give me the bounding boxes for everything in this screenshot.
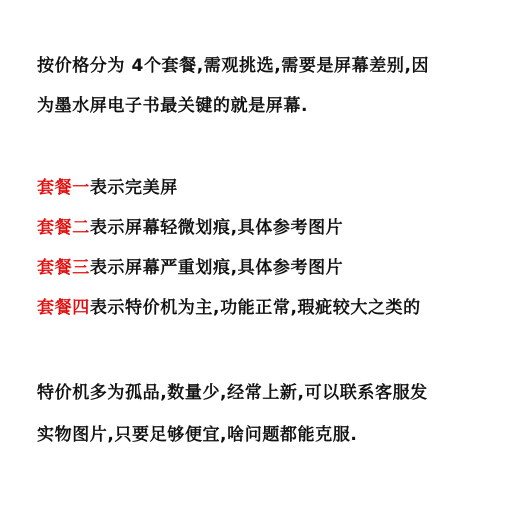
package-name: 套餐一 (37, 178, 90, 198)
package-item-2 (37, 217, 343, 239)
package-description: 表示特价机为主,功能正常,瑕疵较大之类的 (89, 298, 421, 318)
note-line-2: 实物图片,只要足够便宜,啥问题都能克服. (37, 425, 358, 445)
package-description: 表示完美屏 (89, 178, 178, 198)
package-item-3 (37, 257, 343, 279)
package-description: 表示屏幕轻微划痕,具体参考图片 (89, 218, 344, 238)
package-name: 套餐四 (37, 298, 90, 318)
package-name: 套餐二 (37, 218, 90, 238)
intro-line-2: 为墨水屏电子书最关键的就是屏幕. (37, 96, 309, 116)
package-name: 套餐三 (37, 258, 90, 278)
package-item-1 (37, 177, 178, 199)
package-item-4 (37, 297, 421, 319)
note-line-1: 特价机多为孤品,数量少,经常上新,可以联系客服发 (37, 383, 428, 403)
package-description: 表示屏幕严重划痕,具体参考图片 (89, 258, 344, 278)
intro-line-1: 按价格分为 4个套餐,需观挑选,需要是屏幕差别,因 (37, 56, 430, 76)
